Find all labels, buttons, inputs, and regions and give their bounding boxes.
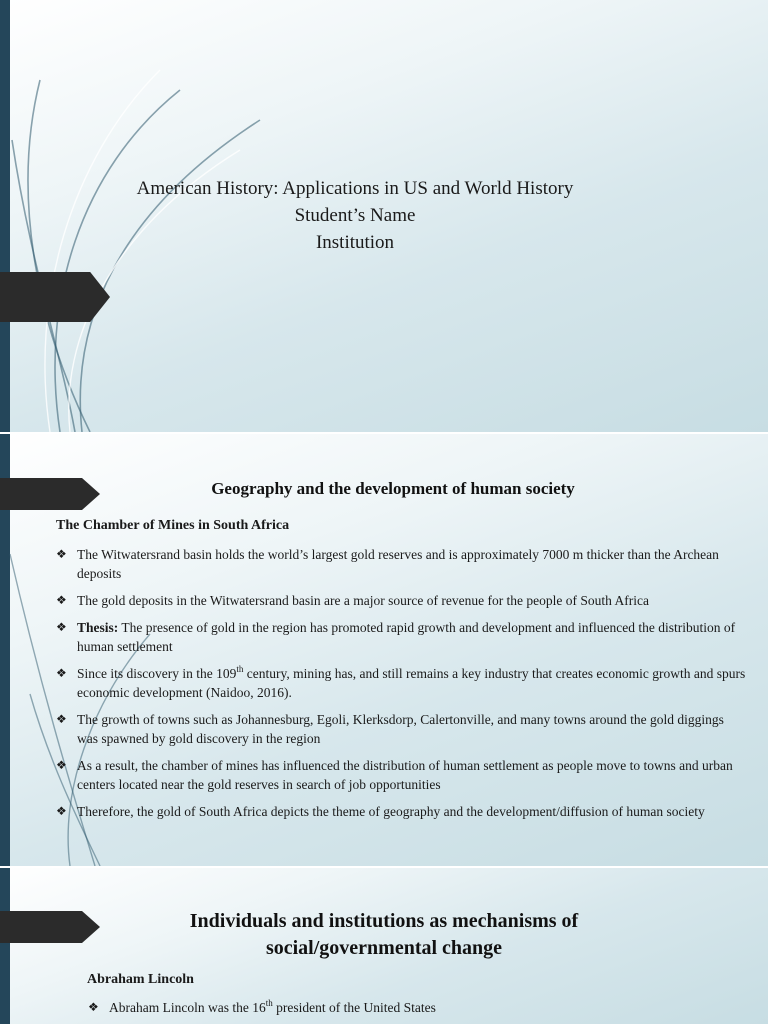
list-item — [56, 664, 748, 702]
slide-subheading: Abraham Lincoln — [87, 972, 194, 987]
superscript: th — [236, 664, 244, 674]
bullet-text: Since its discovery in the 109 — [77, 666, 237, 681]
bullet-text: The Witwatersrand basin holds the world’s largest gold reserves and is approximately 7000 m thicker than the Archean deposits — [77, 547, 719, 581]
list-item — [56, 802, 748, 821]
diamond-bullet-icon: ❖ — [56, 758, 67, 772]
diamond-bullet-icon: ❖ — [56, 620, 67, 634]
bullet-text: Abraham Lincoln was the 16 — [109, 1000, 266, 1015]
bullet-list — [56, 545, 748, 829]
diamond-bullet-icon: ❖ — [56, 712, 67, 726]
slide-heading — [100, 908, 668, 962]
title-block — [92, 175, 618, 256]
geography-slide — [0, 434, 768, 866]
slide-heading: Geography and the development of human society — [211, 479, 575, 498]
slide-heading-line: social/governmental change — [265, 937, 503, 959]
slide-edge-bar — [0, 868, 10, 1024]
slide-heading-line: Individuals and institutions as mechanisms of — [189, 910, 579, 932]
diamond-bullet-icon: ❖ — [88, 1000, 99, 1014]
list-item — [56, 756, 748, 794]
bullet-text: The growth of towns such as Johannesburg, Egoli, Klerksdorp, Calertonville, and many towns around the gold diggings was spawned by gold discovery in the region — [77, 712, 724, 746]
slide-arrow-tab — [0, 911, 100, 943]
list-item — [56, 618, 748, 656]
list-item — [88, 998, 728, 1017]
institution-name: Institution — [315, 232, 395, 253]
diamond-bullet-icon: ❖ — [56, 666, 67, 680]
title-slide — [0, 0, 768, 432]
list-item — [56, 591, 748, 610]
bullet-text: Therefore, the gold of South Africa depicts the theme of geography and the development/diffusion of human society — [77, 804, 705, 819]
list-item — [56, 710, 748, 748]
slide-arrow-tab — [0, 272, 110, 322]
diamond-bullet-icon: ❖ — [56, 593, 67, 607]
thesis-label: Thesis: — [77, 620, 119, 635]
diamond-bullet-icon: ❖ — [56, 547, 67, 561]
bullet-list — [88, 998, 728, 1024]
bullet-text: The presence of gold in the region has promoted rapid growth and development and influenced the distribution of human settlement — [77, 620, 736, 654]
list-item — [56, 545, 748, 583]
diamond-bullet-icon: ❖ — [56, 804, 67, 818]
slide-arrow-tab — [0, 478, 100, 510]
presentation-title: American History: Applications in US and World History — [136, 178, 574, 199]
superscript: th — [265, 998, 273, 1008]
slide-subheading: The Chamber of Mines in South Africa — [56, 518, 290, 533]
slide-edge-bar — [0, 0, 10, 432]
bullet-text: As a result, the chamber of mines has influenced the distribution of human settlement as people move to towns and urban centers located near the gold reserves in search of job opportunities — [77, 758, 733, 792]
bullet-text: century, mining has, and still remains a key industry that creates economic growth and spurs economic development (Naidoo, 2016). — [77, 666, 746, 700]
student-name: Student’s Name — [294, 205, 416, 226]
bullet-text: president of the United States — [272, 1000, 436, 1015]
lincoln-slide — [0, 868, 768, 1024]
bullet-text: The gold deposits in the Witwatersrand basin are a major source of revenue for the people of South Africa — [77, 593, 650, 608]
